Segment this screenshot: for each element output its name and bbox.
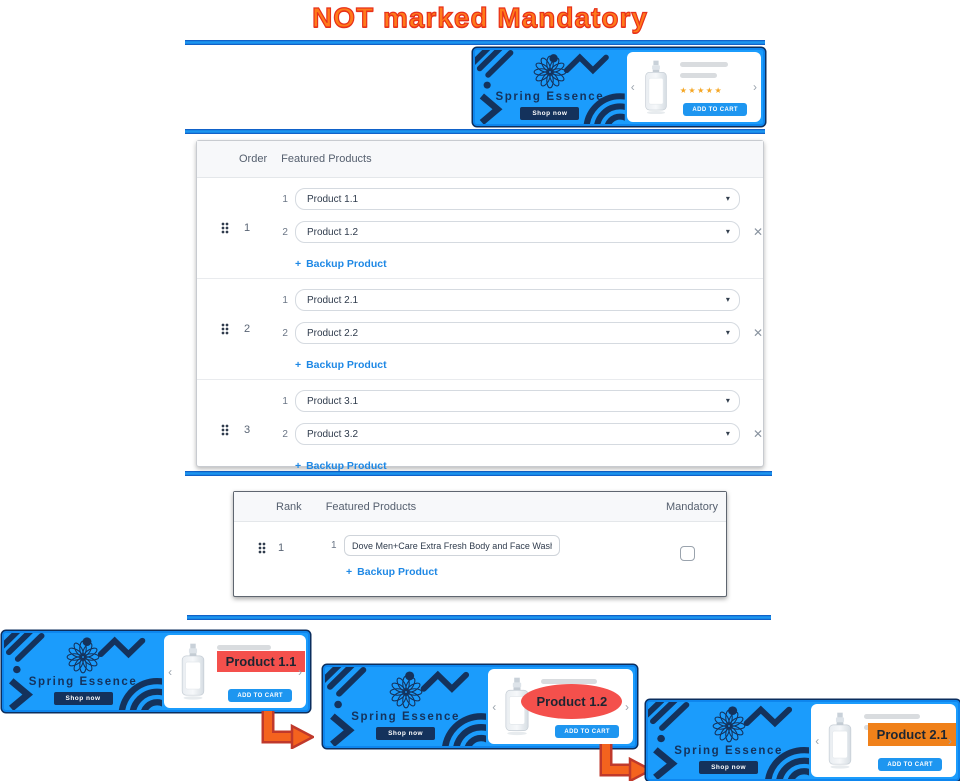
plus-icon: + xyxy=(346,566,353,578)
carousel-prev-icon[interactable]: ‹ xyxy=(168,664,173,679)
promo-banner-product-1-1 xyxy=(2,631,310,712)
text-placeholder-bar xyxy=(680,62,728,67)
drag-handle-icon[interactable] xyxy=(221,424,229,436)
plus-icon: + xyxy=(294,258,302,270)
product-select[interactable]: Product 1.1 ▾ xyxy=(295,188,740,210)
carousel-next-icon[interactable]: › xyxy=(948,733,952,748)
perfume-bottle-image xyxy=(826,712,854,769)
banner-brand-name: Spring Essence xyxy=(28,675,138,688)
table-header xyxy=(234,492,726,522)
product-highlight-label: Product 1.1 xyxy=(217,651,306,672)
product-highlight-label: Product 1.2 xyxy=(521,684,622,719)
product-index: 1 xyxy=(282,395,288,407)
remove-icon[interactable]: ✕ xyxy=(752,326,763,340)
banner-brand-panel xyxy=(475,50,625,124)
product-index: 2 xyxy=(282,327,288,339)
backup-product-link[interactable]: + Backup Product xyxy=(294,359,387,371)
divider-line xyxy=(185,129,765,134)
table-row xyxy=(234,522,726,580)
rank-number: 1 xyxy=(278,542,285,554)
carousel-prev-icon[interactable]: ‹ xyxy=(630,80,635,94)
carousel-next-icon[interactable]: › xyxy=(753,80,757,94)
product-search-input[interactable] xyxy=(344,535,560,556)
daisy-flower-icon xyxy=(532,54,568,90)
product-index: 2 xyxy=(282,428,288,440)
backup-product-link[interactable]: + Backup Product xyxy=(294,258,387,270)
remove-icon[interactable]: ✕ xyxy=(752,427,763,441)
rank-column-header: Rank xyxy=(276,500,302,513)
product-highlight-label: Product 2.1 xyxy=(868,723,956,746)
rating-stars-icon: ★★★★★ xyxy=(679,86,724,95)
add-to-cart-button[interactable]: ADD TO CART xyxy=(555,725,619,738)
shop-now-button[interactable]: Shop now xyxy=(376,727,435,740)
featured-products-column-header: Featured Products xyxy=(281,153,372,165)
text-placeholder-bar xyxy=(864,714,920,719)
mandatory-column-header: Mandatory xyxy=(666,500,718,513)
featured-products-table xyxy=(196,140,764,472)
daisy-flower-icon xyxy=(711,708,747,744)
carousel-prev-icon[interactable]: ‹ xyxy=(492,699,497,714)
perfume-bottle-image xyxy=(642,60,670,115)
banner-brand-name: Spring Essence xyxy=(351,710,460,723)
carousel-next-icon[interactable]: › xyxy=(298,664,302,679)
chevron-down-icon: ▾ xyxy=(725,328,730,337)
daisy-flower-icon xyxy=(65,639,101,675)
banner-brand-name: Spring Essence xyxy=(495,91,605,103)
product-index: 1 xyxy=(282,193,288,205)
order-number: 3 xyxy=(244,424,251,436)
product-select[interactable]: Product 2.2 ▾ xyxy=(295,322,740,344)
table-row xyxy=(197,178,763,279)
shop-now-button[interactable]: Shop now xyxy=(520,107,579,120)
chevron-down-icon: ▾ xyxy=(725,295,730,304)
plus-icon: + xyxy=(294,359,302,371)
chevron-down-icon: ▾ xyxy=(725,396,730,405)
chevron-down-icon: ▾ xyxy=(725,429,730,438)
carousel-next-icon[interactable]: › xyxy=(625,699,629,714)
mandatory-checkbox[interactable] xyxy=(680,546,695,561)
banner-brand-name: Spring Essence xyxy=(674,744,783,757)
banner-brand-panel xyxy=(4,633,162,710)
promo-banner-top xyxy=(473,48,765,126)
product-index: 2 xyxy=(282,226,288,238)
table-row xyxy=(197,279,763,380)
order-number: 2 xyxy=(244,323,251,335)
product-select[interactable]: Product 3.1 ▾ xyxy=(295,390,740,412)
remove-icon[interactable]: ✕ xyxy=(752,225,763,239)
table-row xyxy=(197,380,763,480)
product-carousel-card xyxy=(811,704,956,777)
flow-arrow-icon xyxy=(596,744,652,781)
backup-product-link[interactable]: + Backup Product xyxy=(346,566,438,578)
flow-arrow-icon xyxy=(258,711,314,749)
drag-handle-icon[interactable] xyxy=(221,323,229,335)
add-to-cart-button[interactable]: ADD TO CART xyxy=(228,689,292,702)
text-placeholder-bar xyxy=(217,645,271,650)
plus-icon: + xyxy=(294,460,302,472)
drag-handle-icon[interactable] xyxy=(221,222,229,234)
divider-line xyxy=(187,615,771,620)
add-to-cart-button[interactable]: ADD TO CART xyxy=(683,103,747,116)
order-column-header: Order xyxy=(239,153,268,165)
product-index: 1 xyxy=(282,294,288,306)
text-placeholder-bar xyxy=(680,73,718,78)
mandatory-products-table xyxy=(233,491,727,597)
shop-now-button[interactable]: Shop now xyxy=(699,761,758,774)
banner-brand-panel xyxy=(325,667,486,746)
divider-line xyxy=(185,40,765,45)
drag-handle-icon[interactable] xyxy=(258,542,266,554)
product-carousel-card xyxy=(627,52,761,122)
add-to-cart-button[interactable]: ADD TO CART xyxy=(878,758,942,771)
shop-now-button[interactable]: Shop now xyxy=(54,692,113,705)
featured-products-column-header: Featured Products xyxy=(325,500,417,513)
chevron-down-icon: ▾ xyxy=(725,194,730,203)
perfume-bottle-image xyxy=(179,643,207,700)
carousel-prev-icon[interactable]: ‹ xyxy=(815,733,820,748)
product-select[interactable]: Product 3.2 ▾ xyxy=(295,423,740,445)
product-carousel-card xyxy=(164,635,306,708)
promo-banner-product-2-1 xyxy=(646,700,960,781)
banner-brand-panel xyxy=(648,702,809,779)
product-index: 1 xyxy=(331,540,337,551)
table-header xyxy=(197,141,763,178)
order-number: 1 xyxy=(244,222,251,234)
backup-product-link[interactable]: + Backup Product xyxy=(294,460,387,472)
chevron-down-icon: ▾ xyxy=(725,227,730,236)
daisy-flower-icon xyxy=(388,674,424,710)
product-carousel-card xyxy=(488,669,633,744)
promo-banner-product-1-2 xyxy=(323,665,637,748)
product-select[interactable]: Product 1.2 ▾ xyxy=(295,221,740,243)
product-select[interactable]: Product 2.1 ▾ xyxy=(295,289,740,311)
page-title: NOT marked Mandatory xyxy=(312,2,648,33)
